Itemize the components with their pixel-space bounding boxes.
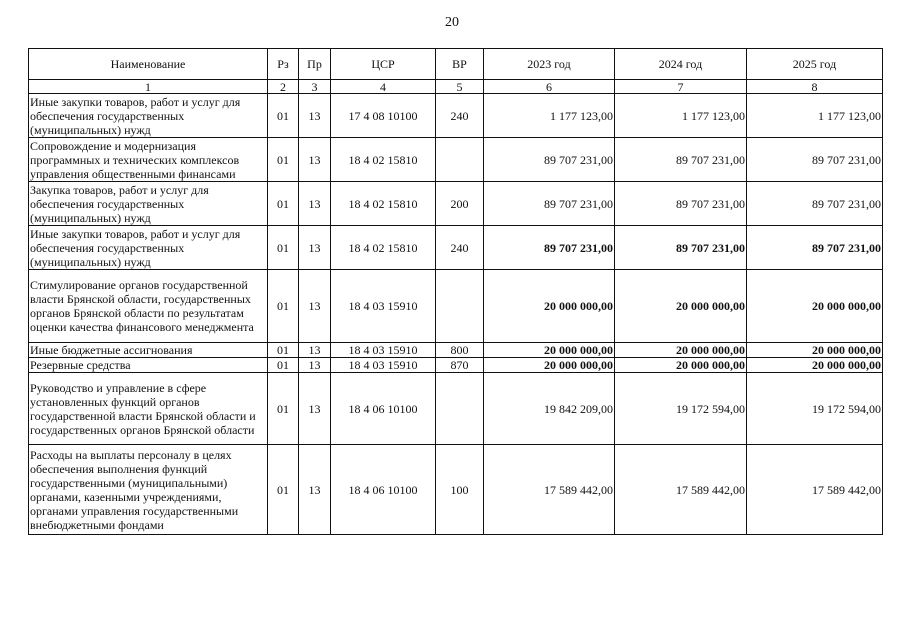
row-rz: 01 <box>268 373 299 445</box>
row-2024: 89 707 231,00 <box>615 182 747 226</box>
row-csr: 18 4 03 15910 <box>331 343 436 358</box>
row-2025: 17 589 442,00 <box>747 445 883 535</box>
row-2023: 20 000 000,00 <box>484 358 615 373</box>
table-row <box>29 358 883 373</box>
column-number: 8 <box>747 80 883 94</box>
header-2025: 2025 год <box>747 49 883 80</box>
row-2025: 19 172 594,00 <box>747 373 883 445</box>
row-rz: 01 <box>268 226 299 270</box>
row-2023: 1 177 123,00 <box>484 94 615 138</box>
row-2025: 89 707 231,00 <box>747 226 883 270</box>
row-pr: 13 <box>299 343 331 358</box>
row-2023: 89 707 231,00 <box>484 226 615 270</box>
row-rz: 01 <box>268 270 299 343</box>
row-name: Руководство и управление в сфере установленных функций органов государственной власти Брянской области и государственных органов Брянской области <box>29 373 268 445</box>
table-row <box>29 343 883 358</box>
table-row <box>29 373 883 445</box>
row-vr <box>436 270 484 343</box>
column-number: 5 <box>436 80 484 94</box>
header-pr: Пр <box>299 49 331 80</box>
page-number: 20 <box>445 15 459 30</box>
row-2024: 89 707 231,00 <box>615 226 747 270</box>
row-2023: 20 000 000,00 <box>484 270 615 343</box>
row-name: Закупка товаров, работ и услуг для обеспечения государственных (муниципальных) нужд <box>29 182 268 226</box>
column-number-row <box>29 80 883 94</box>
row-2024: 20 000 000,00 <box>615 358 747 373</box>
row-name: Иные закупки товаров, работ и услуг для обеспечения государственных (муниципальных) нужд <box>29 226 268 270</box>
row-vr: 800 <box>436 343 484 358</box>
budget-table <box>28 48 883 535</box>
row-name: Иные закупки товаров, работ и услуг для обеспечения государственных (муниципальных) нужд <box>29 94 268 138</box>
row-2025: 89 707 231,00 <box>747 138 883 182</box>
row-name: Резервные средства <box>29 358 268 373</box>
row-csr: 18 4 06 10100 <box>331 373 436 445</box>
row-vr: 100 <box>436 445 484 535</box>
row-vr: 240 <box>436 94 484 138</box>
column-number: 6 <box>484 80 615 94</box>
row-2024: 20 000 000,00 <box>615 270 747 343</box>
row-2023: 89 707 231,00 <box>484 138 615 182</box>
row-vr <box>436 373 484 445</box>
column-number: 3 <box>299 80 331 94</box>
header-2023: 2023 год <box>484 49 615 80</box>
row-csr: 18 4 02 15810 <box>331 138 436 182</box>
row-csr: 17 4 08 10100 <box>331 94 436 138</box>
column-number: 4 <box>331 80 436 94</box>
row-2025: 20 000 000,00 <box>747 270 883 343</box>
row-pr: 13 <box>299 373 331 445</box>
column-number: 2 <box>268 80 299 94</box>
row-rz: 01 <box>268 343 299 358</box>
row-2023: 17 589 442,00 <box>484 445 615 535</box>
header-2024: 2024 год <box>615 49 747 80</box>
row-pr: 13 <box>299 445 331 535</box>
row-vr: 240 <box>436 226 484 270</box>
row-rz: 01 <box>268 94 299 138</box>
row-vr: 870 <box>436 358 484 373</box>
row-csr: 18 4 03 15910 <box>331 358 436 373</box>
row-rz: 01 <box>268 358 299 373</box>
row-2024: 89 707 231,00 <box>615 138 747 182</box>
row-pr: 13 <box>299 94 331 138</box>
row-name: Сопровождение и модернизация программных и технических комплексов управления общественными финансами <box>29 138 268 182</box>
row-pr: 13 <box>299 226 331 270</box>
table-row <box>29 445 883 535</box>
row-csr: 18 4 03 15910 <box>331 270 436 343</box>
table-row <box>29 138 883 182</box>
row-name: Иные бюджетные ассигнования <box>29 343 268 358</box>
row-rz: 01 <box>268 138 299 182</box>
row-pr: 13 <box>299 182 331 226</box>
table-row <box>29 94 883 138</box>
row-2023: 19 842 209,00 <box>484 373 615 445</box>
row-2024: 1 177 123,00 <box>615 94 747 138</box>
row-rz: 01 <box>268 445 299 535</box>
table-row <box>29 182 883 226</box>
table-row <box>29 270 883 343</box>
row-2023: 89 707 231,00 <box>484 182 615 226</box>
row-2023: 20 000 000,00 <box>484 343 615 358</box>
row-vr <box>436 138 484 182</box>
header-name: Наименование <box>29 49 268 80</box>
row-csr: 18 4 02 15810 <box>331 182 436 226</box>
row-pr: 13 <box>299 358 331 373</box>
header-rz: Рз <box>268 49 299 80</box>
header-vr: ВР <box>436 49 484 80</box>
row-name: Расходы на выплаты персоналу в целях обеспечения выполнения функций государственными (муниципальными) органами, казенными учреждениями, органами управления государственными внебюджетными фондами <box>29 445 268 535</box>
row-csr: 18 4 02 15810 <box>331 226 436 270</box>
header-row <box>29 49 883 80</box>
row-2024: 20 000 000,00 <box>615 343 747 358</box>
row-vr: 200 <box>436 182 484 226</box>
column-number: 1 <box>29 80 268 94</box>
header-csr: ЦСР <box>331 49 436 80</box>
table-row <box>29 226 883 270</box>
row-2025: 1 177 123,00 <box>747 94 883 138</box>
row-2025: 20 000 000,00 <box>747 343 883 358</box>
column-number: 7 <box>615 80 747 94</box>
row-pr: 13 <box>299 270 331 343</box>
row-name: Стимулирование органов государственной власти Брянской области, государственных органов Брянской области по результатам оценки качества финансового менеджмента <box>29 270 268 343</box>
row-2024: 17 589 442,00 <box>615 445 747 535</box>
row-rz: 01 <box>268 182 299 226</box>
row-2025: 20 000 000,00 <box>747 358 883 373</box>
row-2025: 89 707 231,00 <box>747 182 883 226</box>
row-pr: 13 <box>299 138 331 182</box>
row-csr: 18 4 06 10100 <box>331 445 436 535</box>
row-2024: 19 172 594,00 <box>615 373 747 445</box>
